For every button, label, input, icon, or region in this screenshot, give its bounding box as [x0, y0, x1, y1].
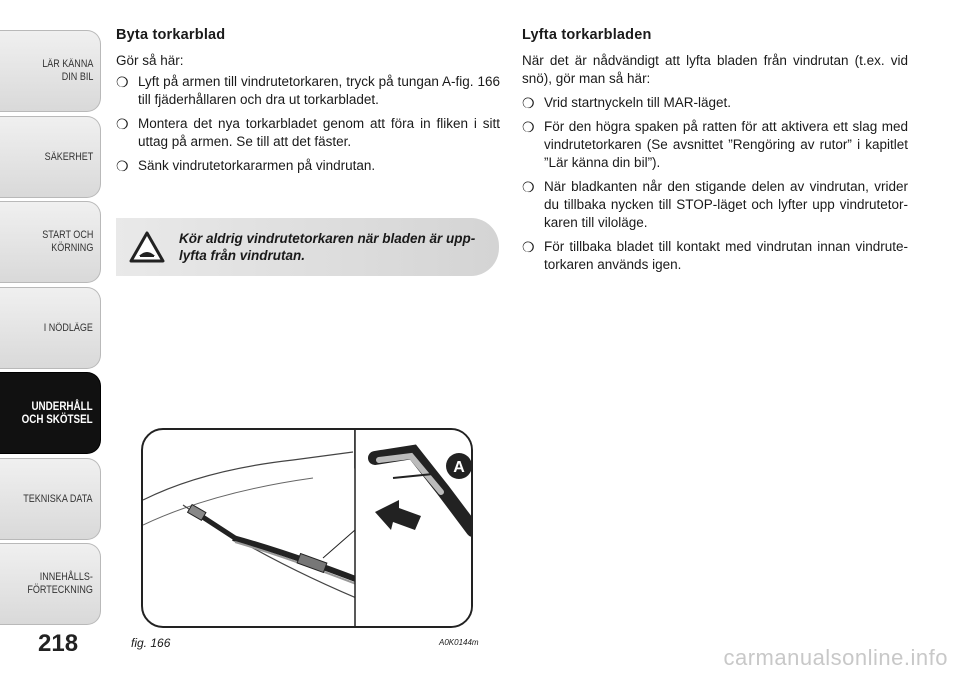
tab-lar-kanna-din-bil[interactable]: [0, 30, 101, 112]
bullet-circle-icon: ❍: [116, 158, 129, 174]
warning-triangle-icon: [129, 231, 165, 263]
warning-box: [116, 218, 499, 276]
windshield-line: [143, 478, 313, 525]
figure-wiper-illustration: [141, 428, 473, 628]
figure-caption: fig. 166: [131, 636, 171, 650]
section-intro: När det är nådvändigt att lyfta bladen från vindrutan (t.ex. vid snö), gör man så här:: [522, 53, 908, 86]
tab-innehallsforteckning[interactable]: [0, 543, 101, 625]
instruction-list: [116, 73, 500, 175]
list-item-text: För den högra spaken på ratten för att aktivera ett slag med vindrutetorkaren (Se avsnittet ”Rengöring av rutor” i kapitlet ”Lär känna din bil”).: [544, 119, 908, 170]
warning-text: Kör aldrig vindrutetorkaren när bladen är upp-lyfta från vindrutan.: [179, 231, 476, 263]
list-item: [116, 157, 500, 175]
section-intro: Gör så här:: [116, 53, 184, 68]
list-item-text: Vrid startnyckeln till MAR-läget.: [544, 95, 732, 110]
instruction-list: [522, 94, 908, 274]
list-item-text: Montera det nya torkarbladet genom att föra in fliken i sitt uttag på armen. Se till att det fäster.: [138, 116, 500, 149]
list-item: [522, 94, 908, 112]
list-item-text: För tillbaka bladet till kontakt med vindrutan innan vindrute-torkaren används igen.: [544, 239, 908, 272]
tab-label: SÄKERHET: [44, 150, 93, 163]
section-title: Lyfta torkarbladen: [522, 27, 652, 43]
tab-label-line: DIN BIL: [61, 71, 93, 83]
tab-label: I NÖDLÄGE: [43, 321, 93, 334]
tab-label-line: LÄR KÄNNA: [41, 58, 93, 70]
tab-start-och-korning[interactable]: [0, 201, 101, 283]
bullet-circle-icon: ❍: [522, 179, 535, 195]
section-lyfta-torkarbladen: [522, 26, 908, 280]
tab-label-line: KÖRNING: [50, 242, 93, 254]
bullet-circle-icon: ❍: [522, 95, 535, 111]
tab-label-line: INNEHÅLLS-: [39, 571, 93, 583]
watermark: carmanualsonline.info: [723, 645, 948, 670]
list-item: [522, 238, 908, 274]
callout-a-label: A: [453, 459, 465, 476]
tab-label-line: FÖRTECKNING: [27, 584, 93, 596]
tab-label-line: UNDERHÅLL: [31, 399, 93, 413]
hood-line: [143, 452, 353, 500]
bullet-circle-icon: ❍: [116, 116, 129, 132]
list-item: [522, 178, 908, 232]
tab-underhall-och-skotsel[interactable]: [0, 372, 101, 454]
list-item: [116, 115, 500, 151]
list-item-text: Lyft på armen till vindrutetorkaren, tryck på tungan A-fig. 166 till fjäderhållaren och dra ut torkarbladet.: [138, 74, 500, 107]
tab-label-line: START OCH: [41, 229, 93, 241]
section-byta-torkarblad: [116, 26, 500, 181]
tab-label: TEKNISKA DATA: [23, 492, 93, 505]
list-item-text: När bladkanten når den stigande delen av vindrutan, vrider du tillbaka nycken till STOP-läget och lyfter upp vindrutetor-karen till viloläge.: [544, 179, 908, 230]
bullet-circle-icon: ❍: [116, 74, 129, 90]
chapter-sidebar: [0, 0, 104, 677]
section-title: Byta torkarblad: [116, 27, 226, 43]
tab-label-line: OCH SKÖTSEL: [21, 412, 93, 426]
list-item-text: Sänk vindrutetorkararmen på vindrutan.: [138, 158, 376, 173]
wiper-drawing: [143, 430, 473, 628]
bullet-circle-icon: ❍: [522, 119, 535, 135]
list-item: [522, 118, 908, 172]
tab-i-nodlage[interactable]: [0, 287, 101, 369]
tab-tekniska-data[interactable]: [0, 458, 101, 540]
tab-sakerhet[interactable]: [0, 116, 101, 198]
page-number: 218: [38, 630, 79, 657]
list-item: [116, 73, 500, 109]
bullet-circle-icon: ❍: [522, 239, 535, 255]
figure-code: A0K0144m: [439, 638, 479, 647]
